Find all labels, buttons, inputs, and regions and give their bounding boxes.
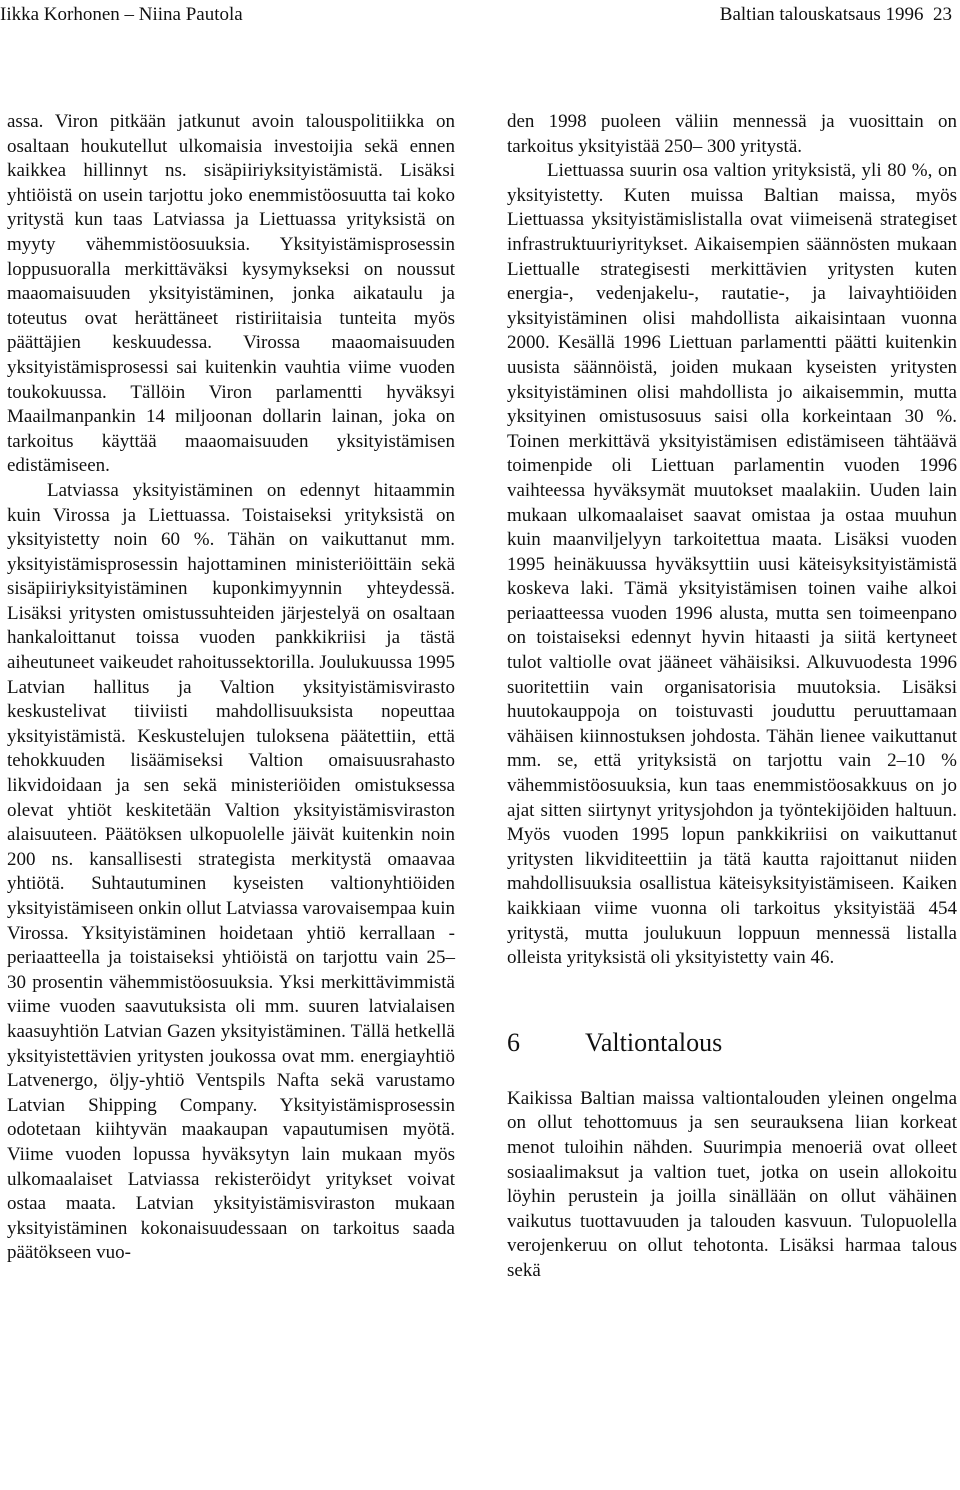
body-paragraph: assa. Viron pitkään jatkunut avoin talouspolitiikka on osaltaan houkutellut ulkomaisia investoijia sekä ennen kaikkea hillinnyt ns. sisäpiiriyksityistämistä. Lisäksi yhtiöistä on usein tarjottu joko enemmistöosuutta tai koko yritystä kun taas Latviassa ja Liettuassa yrityksistä on myyty vähemmistöosuuksia. Yksityistämisprosessin loppusuoralla merkittäväksi kysymykseksi on noussut maaomaisuuden yksityistäminen, jonka aikataulu ja toteutus ovat herättäneet ristiriitaisia tunteita myös päättäjien keskuudessa. Virossa maaomaisuuden yksityistämisprosessi sai kuitenkin vauhtia viime vuoden toukokuussa. Tällöin Viron parlamentti hyväksyi Maailmanpankin 14 miljoonan dollarin lainan, joka on tarkoitus käyttää maaomaisuuden yksityistämisen edistämiseen. <box>7 111 455 477</box>
body-paragraph: Kaikissa Baltian maissa valtiontalouden yleinen ongelma on ollut tehottomuus ja sen seurauksena liian korkeat menot tuloihin nähden. Suurimpia menoeriä ovat olleet sosiaalimaksut ja valtion tuet, jotka on usein allokoitu löyhin perustein ja joilla sinällään on ollut vähäinen vaikutus tuottavuuden ja talouden kasvuun. Tulopuolella verojenkeruu on ollut tehotonta. Lisäksi harmaa talous sekä <box>507 1087 957 1281</box>
right-column <box>507 110 957 1284</box>
section-heading <box>507 1028 957 1058</box>
section-number: 6 <box>507 1027 520 1057</box>
header-publication-page <box>720 4 952 26</box>
body-paragraph: Liettuassa suurin osa valtion yrityksistä, yli 80 %, on yksityistetty. Kuten muissa Baltian maissa, myös Liettuassa yksityistämislistalla ovat viimeisenä strategiset infrastruktuuriyritykset. Aikaisempien säännösten mukaan Liettualle strategisesti merkittävien yritysten kuten energia-, vedenjakelu-, rautatie-, ja laivayhtiöiden yksityistäminen olisi mahdollista aikaisintaan vuonna 2000. Kesällä 1996 Liettuan parlamentti päätti kuitenkin uusista säännöistä, joiden mukaan kyseisten yritysten yksityistäminen olisi mahdollista jo aikaisemmin, mutta yksityinen omistusosuus saisi olla korkeintaan 30 %. Toinen merkittävä yksityistämisen edistämiseen tähtäävä toimenpide oli Liettuan parlamentin vuoden 1996 vaihteessa hyväksymät muutokset maalakiin. Uuden lain mukaan ulkomaalaiset saavat omistaa ja ostaa muuhun kuin maanviljelyyn tarkoitettua maata. Lisäksi vuoden 1995 heinäkuussa hyväksyttiin uusi käteisyksityistämistä koskeva laki. Tämä yksityistämisen toinen vaihe alkoi periaatteessa vuoden 1996 alusta, mutta sen toimeenpano on toistaiseksi edennyt hyvin hitaasti ja siitä kertyneet tulot valtiolle ovat jääneet vähäisiksi. Alkuvuodesta 1996 suoritettiin vain organisatorisia muutoksia. Lisäksi huutokauppoja on toistuvasti jouduttu peruuttamaan vähäisen kiinnostuksen johdosta. Tähän lienee vaikuttanut mm. se, että yrityksistä on tarjottu vain 2–10 % vähemmistöosuuksia, kun taas enemmistöosakkuus on jo ajat sitten siirtynyt yritysjohdon ja työntekijöiden haltuun. Myös vuoden 1995 lopun pankkikriisi on vaikuttanut yritysten likviditeettiin ja tätä kautta rajoittanut niiden mahdollisuuksia osallistua käteisyksityistämiseen. Kaiken kaikkiaan viime vuonna oli tarkoitus yksityistää 454 yritystä, mutta joulukuun loppuun mennessä listalla olleista yrityksistä oli yksityistetty vain 46. <box>507 160 957 969</box>
left-column <box>7 110 455 1266</box>
body-paragraph: den 1998 puoleen väliin mennessä ja vuosittain on tarkoitus yksityistää 250– 300 yritystä. <box>507 111 957 157</box>
page-number: 23 <box>933 4 952 25</box>
section-title: Valtiontalous <box>585 1027 723 1057</box>
header-authors: Iikka Korhonen – Niina Pautola <box>0 4 243 25</box>
body-paragraph: Latviassa yksityistäminen on edennyt hitaammin kuin Virossa ja Liettuassa. Toistaiseksi yrityksistä on yksityistetty noin 60 %. Tähän on vaikuttanut mm. yksityistämisprosessin hajottaminen ministeriöittäin sekä sisäpiiriyksityistäminen kuponkimyynnin yhteydessä. Lisäksi yritysten omistussuhteiden järjestelyä on osaltaan hankaloittanut toissa vuoden pankkikriisi ja tästä aiheutuneet vaikeudet rahoitussektorilla. Joulukuussa 1995 Latvian hallitus ja Valtion yksityistämisvirasto keskustelivat tiiviisti mahdollisuuksista nopeuttaa yksityistämistä. Keskustelujen tuloksena päätettiin, että tehokkuuden lisäämiseksi Valtion omaisuusrahasto likvidoidaan ja sen sekä ministeriöiden omistuksessa olevat yhtiöt keskitetään Valtion yksityistämisviraston alaisuuteen. Päätöksen ulkopuolelle jäivät kuitenkin noin 200 ns. kansallisesti strategista merkitystä omaavaa yhtiötä. Suhtautuminen kyseisten valtionyhtiöiden yksityistämiseen onkin ollut Latviassa varovaisempaa kuin Virossa. Yksityistäminen hoidetaan yhtiö kerrallaan -periaatteella ja toistaiseksi yhtiöistä on tarjottu vain 25– 30 prosentin vähemmistöosuuksia. Yksi merkittävimmistä viime vuoden saavutuksista oli mm. suuren latvialaisen kaasuyhtiön Latvian Gazen yksityistäminen. Tällä hetkellä yksityistettävien yritysten joukossa ovat mm. energiayhtiö Latvenergo, öljy-yhtiö Ventspils Nafta sekä varustamo Latvian Shipping Company. Yksityistämisprosessin odotetaan kiihtyvän maakaupan vapautumisen myötä. Viime vuoden lopussa hyväksytyn lain mukaan myös ulkomaalaiset Latviassa rekisteröidyt yritykset voivat ostaa maata. Latvian yksityistämisviraston mukaan yksityistäminen kokonaisuudessaan on tarkoitus saada päätökseen vuo- <box>7 479 455 1264</box>
header-publication-title: Baltian talouskatsaus 1996 <box>719 4 924 25</box>
running-header <box>0 0 960 36</box>
